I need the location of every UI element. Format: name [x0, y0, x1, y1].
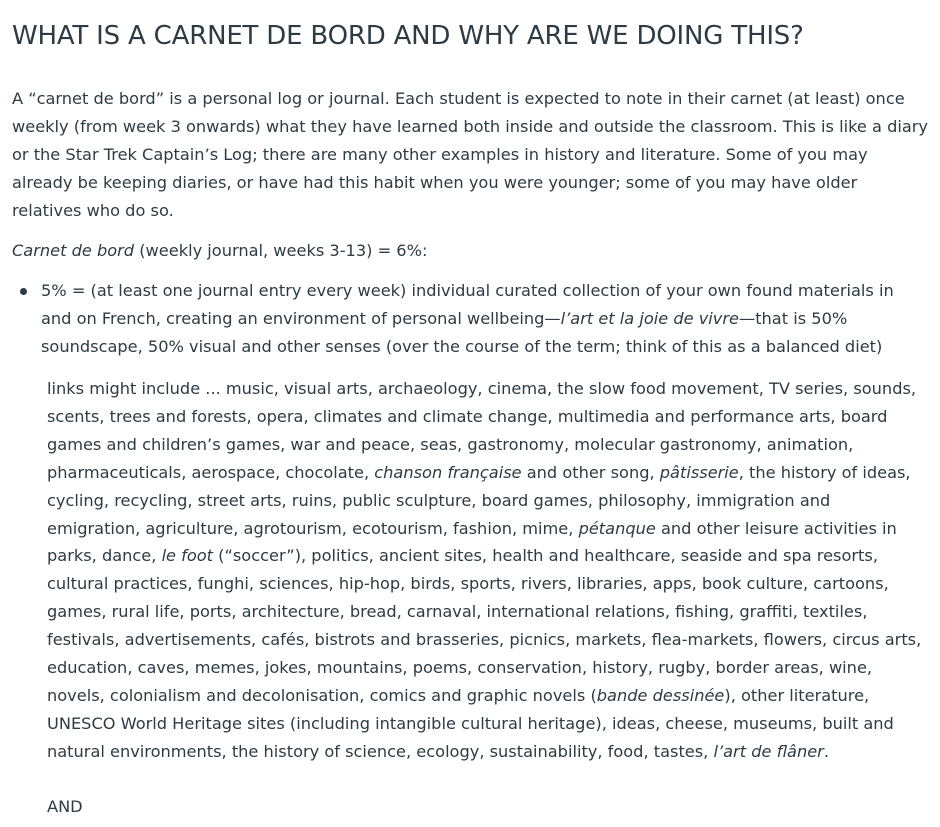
bullet-icon [20, 288, 27, 295]
intro-paragraph: A “carnet de bord” is a personal log or journal. Each student is expected to note in their carnet (at least) once weekly (from week 3 onwards) what they have learned both inside and outside the classroom. This is like a diary or the Star Trek Captain’s Log; there are many other examples in history and literature. Some of you may already be keeping diaries, or have had this habit when you were younger; some of you may have older relatives who do so. [12, 89, 928, 220]
links-paragraph [47, 375, 927, 766]
links-italic-2: pâtisserie [659, 462, 739, 482]
list-item [12, 277, 927, 361]
links-text-5: (“soccer”), politics, ancient sites, health and healthcare, seaside and spa resorts, cultural practices, funghi, sciences, hip-hop, birds, sports, rivers, libraries, apps, book culture, cartoons, games, rural life, ports, architecture, bread, carnaval, international relations, fishing, graffiti, textiles, festivals, advertisements, cafés, bistrots and brasseries, picnics, markets, flea-markets, flowers, circus arts, education, caves, memes, jokes, mountains, poems, conservation, history, rugby, border areas, wine, novels, colonialism and decolonisation, comics and graphic novels ( [47, 546, 922, 705]
list-item-italic: l’art et la joie de vivre [560, 309, 740, 328]
links-italic-3: pétanque [578, 518, 656, 538]
course-line-rest: (weekly journal, weeks 3-13) = 6%: [134, 241, 428, 260]
list-item-text-2: —that is 50% soundscape, 50% visual and other senses (over the course of the term; think of this as a balanced diet) [41, 309, 883, 356]
course-line-italic: Carnet de bord [12, 241, 135, 260]
links-italic-5: bande dessinée [596, 685, 725, 705]
links-text-4: and other leisure activities in parks, dance, [47, 518, 897, 566]
links-text-2: and other song, [521, 462, 660, 482]
links-italic-1: chanson française [374, 462, 522, 482]
links-italic-4: le foot [161, 546, 214, 566]
list-item-text-1: 5% = (at least one journal entry every week) individual curated collection of your own found materials in and on French, creating an environment of personal wellbeing— [41, 281, 894, 328]
links-italic-6: l’art de flâner [713, 741, 824, 761]
links-text-1: links might include ... music, visual arts, archaeology, cinema, the slow food movement, TV series, sounds, scents, trees and forests, opera, climates and climate change, multimedia and performance arts, board games and children’s games, war and peace, seas, gastronomy, molecular gastronomy, animation, pharmaceuticals, aerospace, chocolate, [47, 379, 917, 482]
links-text-6: ), other literature, UNESCO World Heritage sites (including intangible cultural heritage), ideas, cheese, museums, built and natural environments, the history of science, ecology, sustainability, food, tastes, [47, 685, 894, 761]
links-text-3: , the history of ideas, cycling, recycling, street arts, ruins, public sculpture, board games, philosophy, immigration and emigration, agriculture, agrotourism, ecotourism, fashion, mime, [47, 462, 911, 538]
page-heading: WHAT IS A CARNET DE BORD AND WHY ARE WE DOING THIS? [12, 21, 804, 51]
bullet-list [12, 277, 928, 361]
course-line [12, 237, 928, 265]
and-text: AND [47, 796, 83, 816]
links-text-7: . [823, 741, 829, 761]
